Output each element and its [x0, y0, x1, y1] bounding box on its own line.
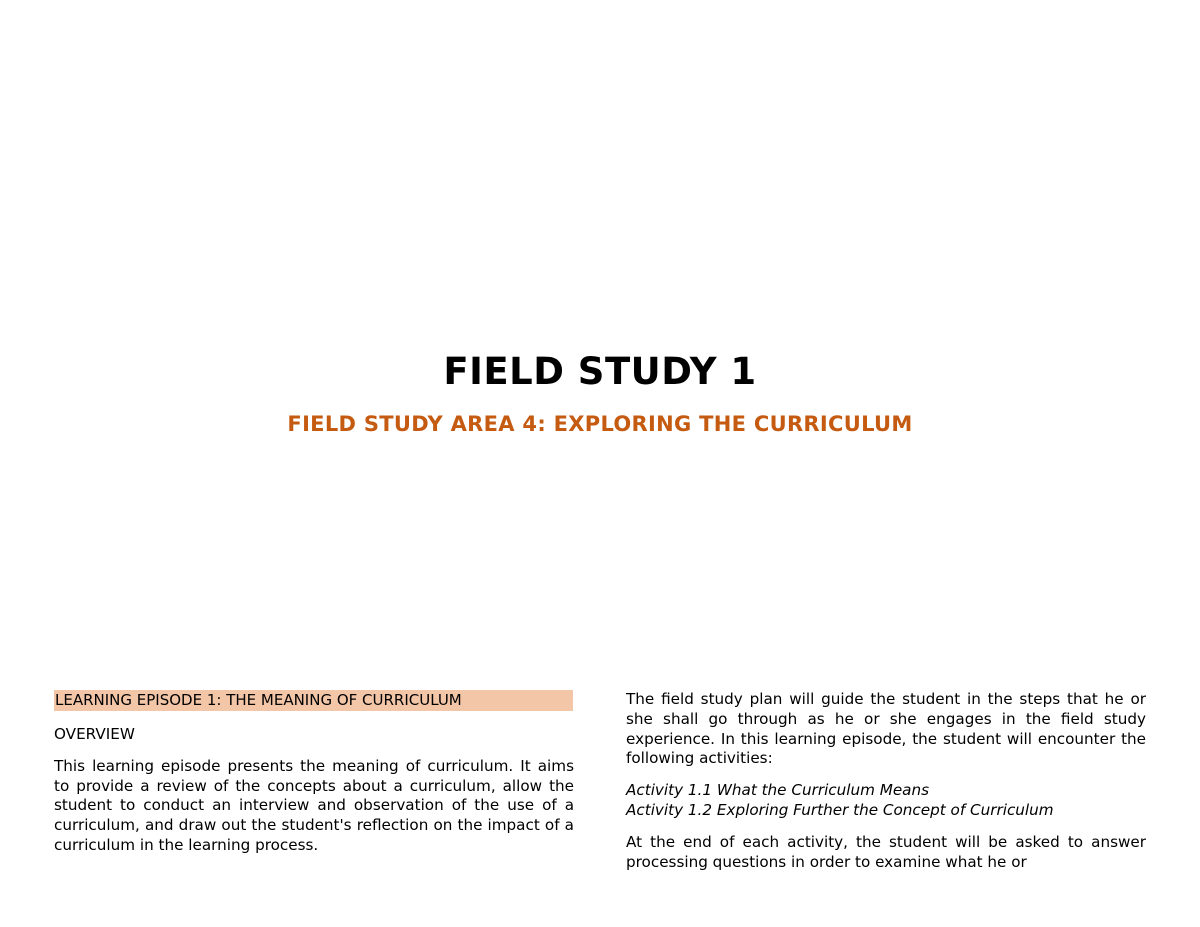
episode-heading: LEARNING EPISODE 1: THE MEANING OF CURRICULUM — [54, 690, 573, 711]
document-title: FIELD STUDY 1 — [443, 350, 757, 393]
left-column — [54, 690, 574, 856]
activity-item: Activity 1.2 Exploring Further the Concept of Curriculum — [626, 800, 1054, 819]
overview-paragraph: This learning episode presents the meaning of curriculum. It aims to provide a review of the concepts about a curriculum, allow the student to conduct an interview and observation of the use of a curriculum, and draw out the student's reflection on the impact of a curriculum in the learning process. — [54, 756, 574, 854]
document-subtitle: FIELD STUDY AREA 4: EXPLORING THE CURRICULUM — [287, 412, 913, 436]
activity-list — [626, 781, 1146, 821]
overview-label: OVERVIEW — [54, 725, 135, 743]
closing-paragraph: At the end of each activity, the student will be asked to answer processing questions in order to examine what he or — [626, 832, 1146, 871]
intro-paragraph: The field study plan will guide the student in the steps that he or she shall go through as he or she engages in the field study experience. In this learning episode, the student will encounter the following activities: — [626, 690, 1146, 768]
right-column — [626, 690, 1146, 872]
activity-item: Activity 1.1 What the Curriculum Means — [626, 781, 930, 800]
